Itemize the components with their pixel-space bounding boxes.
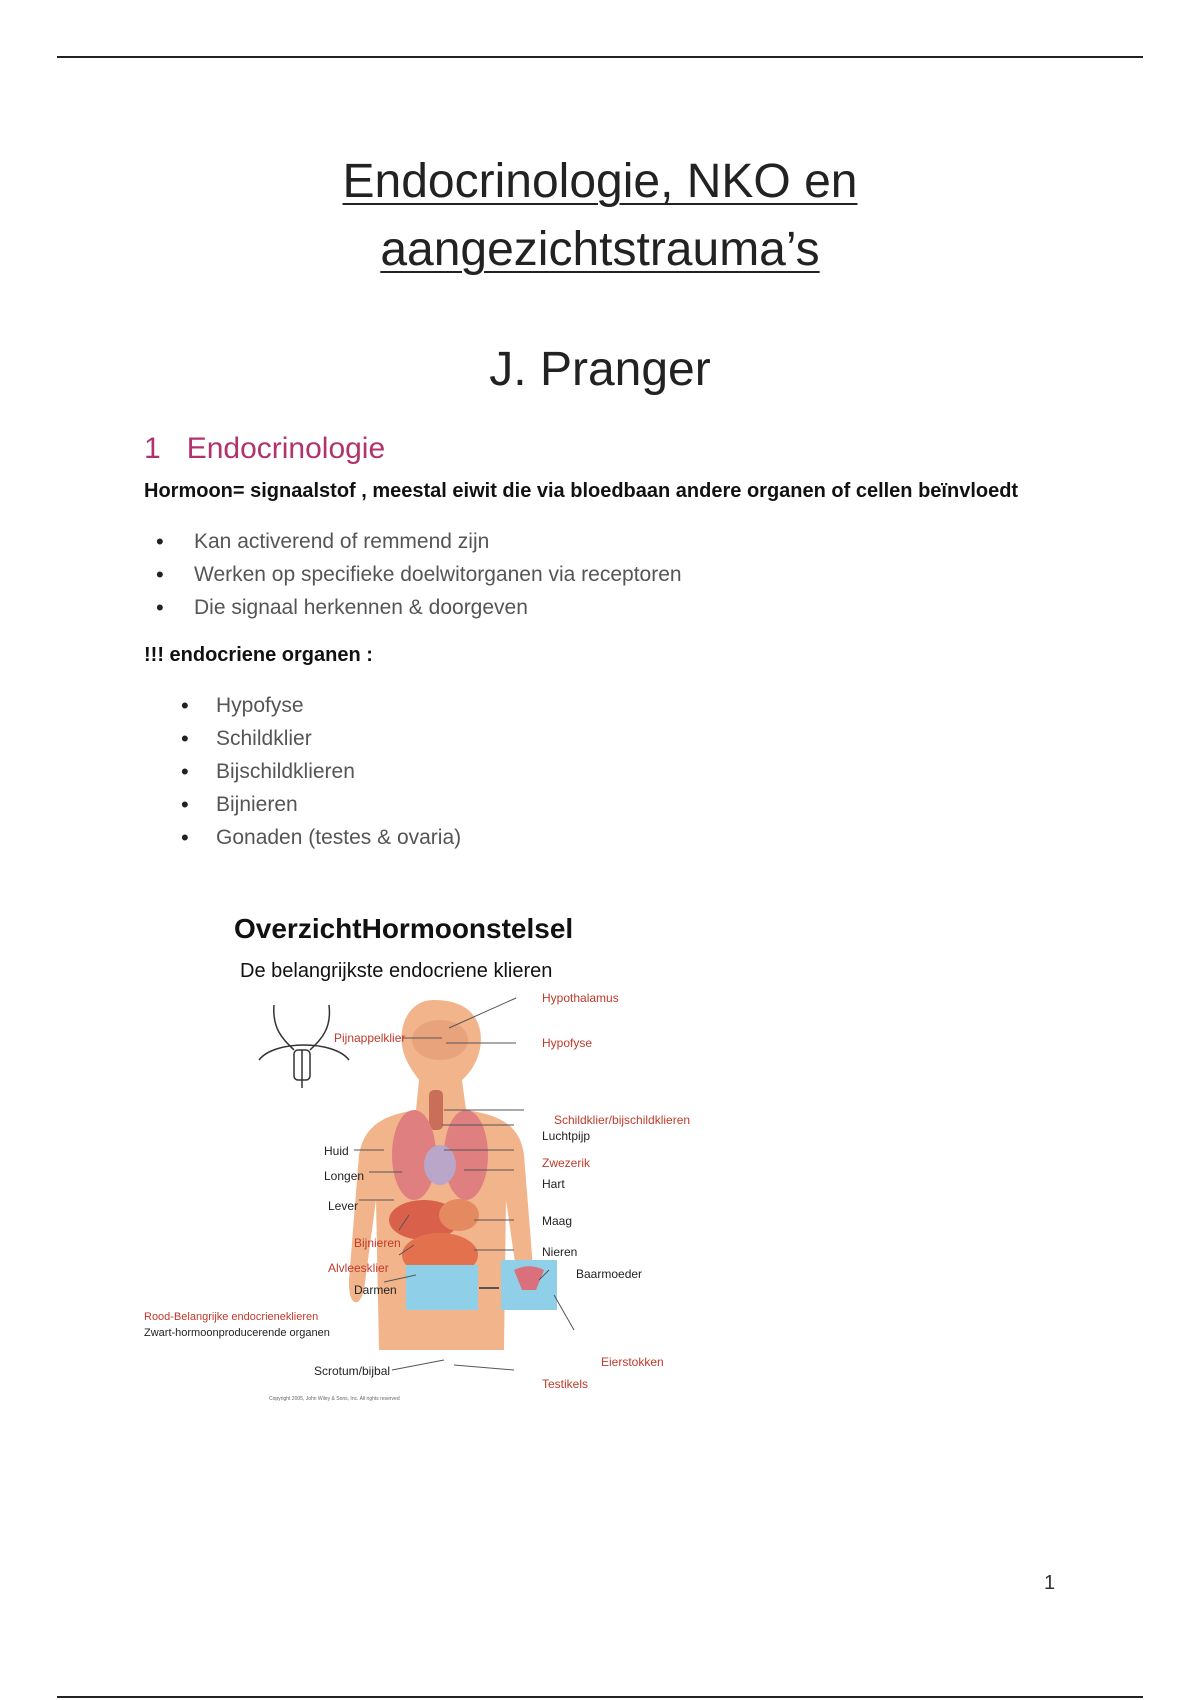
top-rule — [57, 56, 1143, 58]
bottom-rule — [57, 1696, 1143, 1698]
organs-list — [216, 689, 461, 854]
label-longen: Longen — [324, 1169, 365, 1183]
section-number: 1 — [144, 432, 161, 465]
list-item: • Hypofyse — [216, 689, 461, 722]
list-item: • Kan activerend of remmend zijn — [194, 525, 682, 558]
page-number: 1 — [1044, 1572, 1056, 1594]
hormone-bullets — [194, 525, 682, 624]
figure-title: OverzichtHormoonstelsel — [234, 913, 574, 944]
label-nieren: Nieren — [542, 1245, 578, 1259]
label-pijnappelklier: Pijnappelklier — [334, 1031, 406, 1045]
label-baarmoeder: Baarmoeder — [576, 1267, 643, 1281]
label-lever: Lever — [328, 1199, 359, 1213]
label-hypothalamus: Hypothalamus — [542, 991, 619, 1005]
organs-heading: !!! endocriene organen : — [144, 644, 373, 666]
label-huid: Huid — [324, 1144, 349, 1158]
label-testikels: Testikels — [542, 1377, 589, 1391]
label-scrotum: Scrotum/bijbal — [314, 1364, 391, 1378]
label-luchtpijp: Luchtpijp — [542, 1129, 591, 1143]
title-line-2: aangezichtstrauma’s — [380, 223, 820, 276]
endocrine-system-figure — [144, 910, 706, 1405]
head-sketch-icon — [259, 1005, 349, 1088]
label-darmen: Darmen — [354, 1283, 397, 1297]
list-item: • Werken op specifieke doelwitorganen via receptoren — [194, 558, 682, 591]
list-item: • Gonaden (testes & ovaria) — [216, 821, 461, 854]
label-hypofyse: Hypofyse — [542, 1036, 593, 1050]
label-eierstokken: Eierstokken — [601, 1355, 664, 1369]
hormone-definition: Hormoon= signaalstof , meestal eiwit die via bloedbaan andere organen of cellen beïnvloedt — [144, 480, 1019, 502]
figure-copyright: Copyright 2005, John Wiley & Sons, Inc. All rights reserved — [269, 1396, 400, 1402]
list-item: • Bijschildklieren — [216, 755, 461, 788]
label-hart: Hart — [542, 1177, 565, 1191]
figure-subtitle: De belangrijkste endocriene klieren — [240, 960, 553, 982]
list-item: • Bijnieren — [216, 788, 461, 821]
label-bijnieren: Bijnieren — [354, 1236, 401, 1250]
body-illustration — [349, 1000, 557, 1350]
section-heading — [144, 432, 385, 466]
list-item: • Die signaal herkennen & doorgeven — [194, 591, 682, 624]
title-line-1: Endocrinologie, NKO en — [342, 155, 858, 208]
label-maag: Maag — [542, 1214, 573, 1228]
author: J. Pranger — [489, 343, 711, 396]
label-schildklier: Schildklier/bijschildklieren — [554, 1113, 691, 1127]
label-alvleesklier: Alvleesklier — [328, 1261, 389, 1275]
legend-black: Zwart-hormoonproducerende organen — [144, 1327, 330, 1339]
document-title — [0, 148, 1200, 284]
legend-red: Rood-Belangrijke endocrieneklieren — [144, 1311, 319, 1323]
section-title: Endocrinologie — [186, 432, 386, 465]
list-item: • Schildklier — [216, 722, 461, 755]
label-zwezerik: Zwezerik — [542, 1156, 591, 1170]
